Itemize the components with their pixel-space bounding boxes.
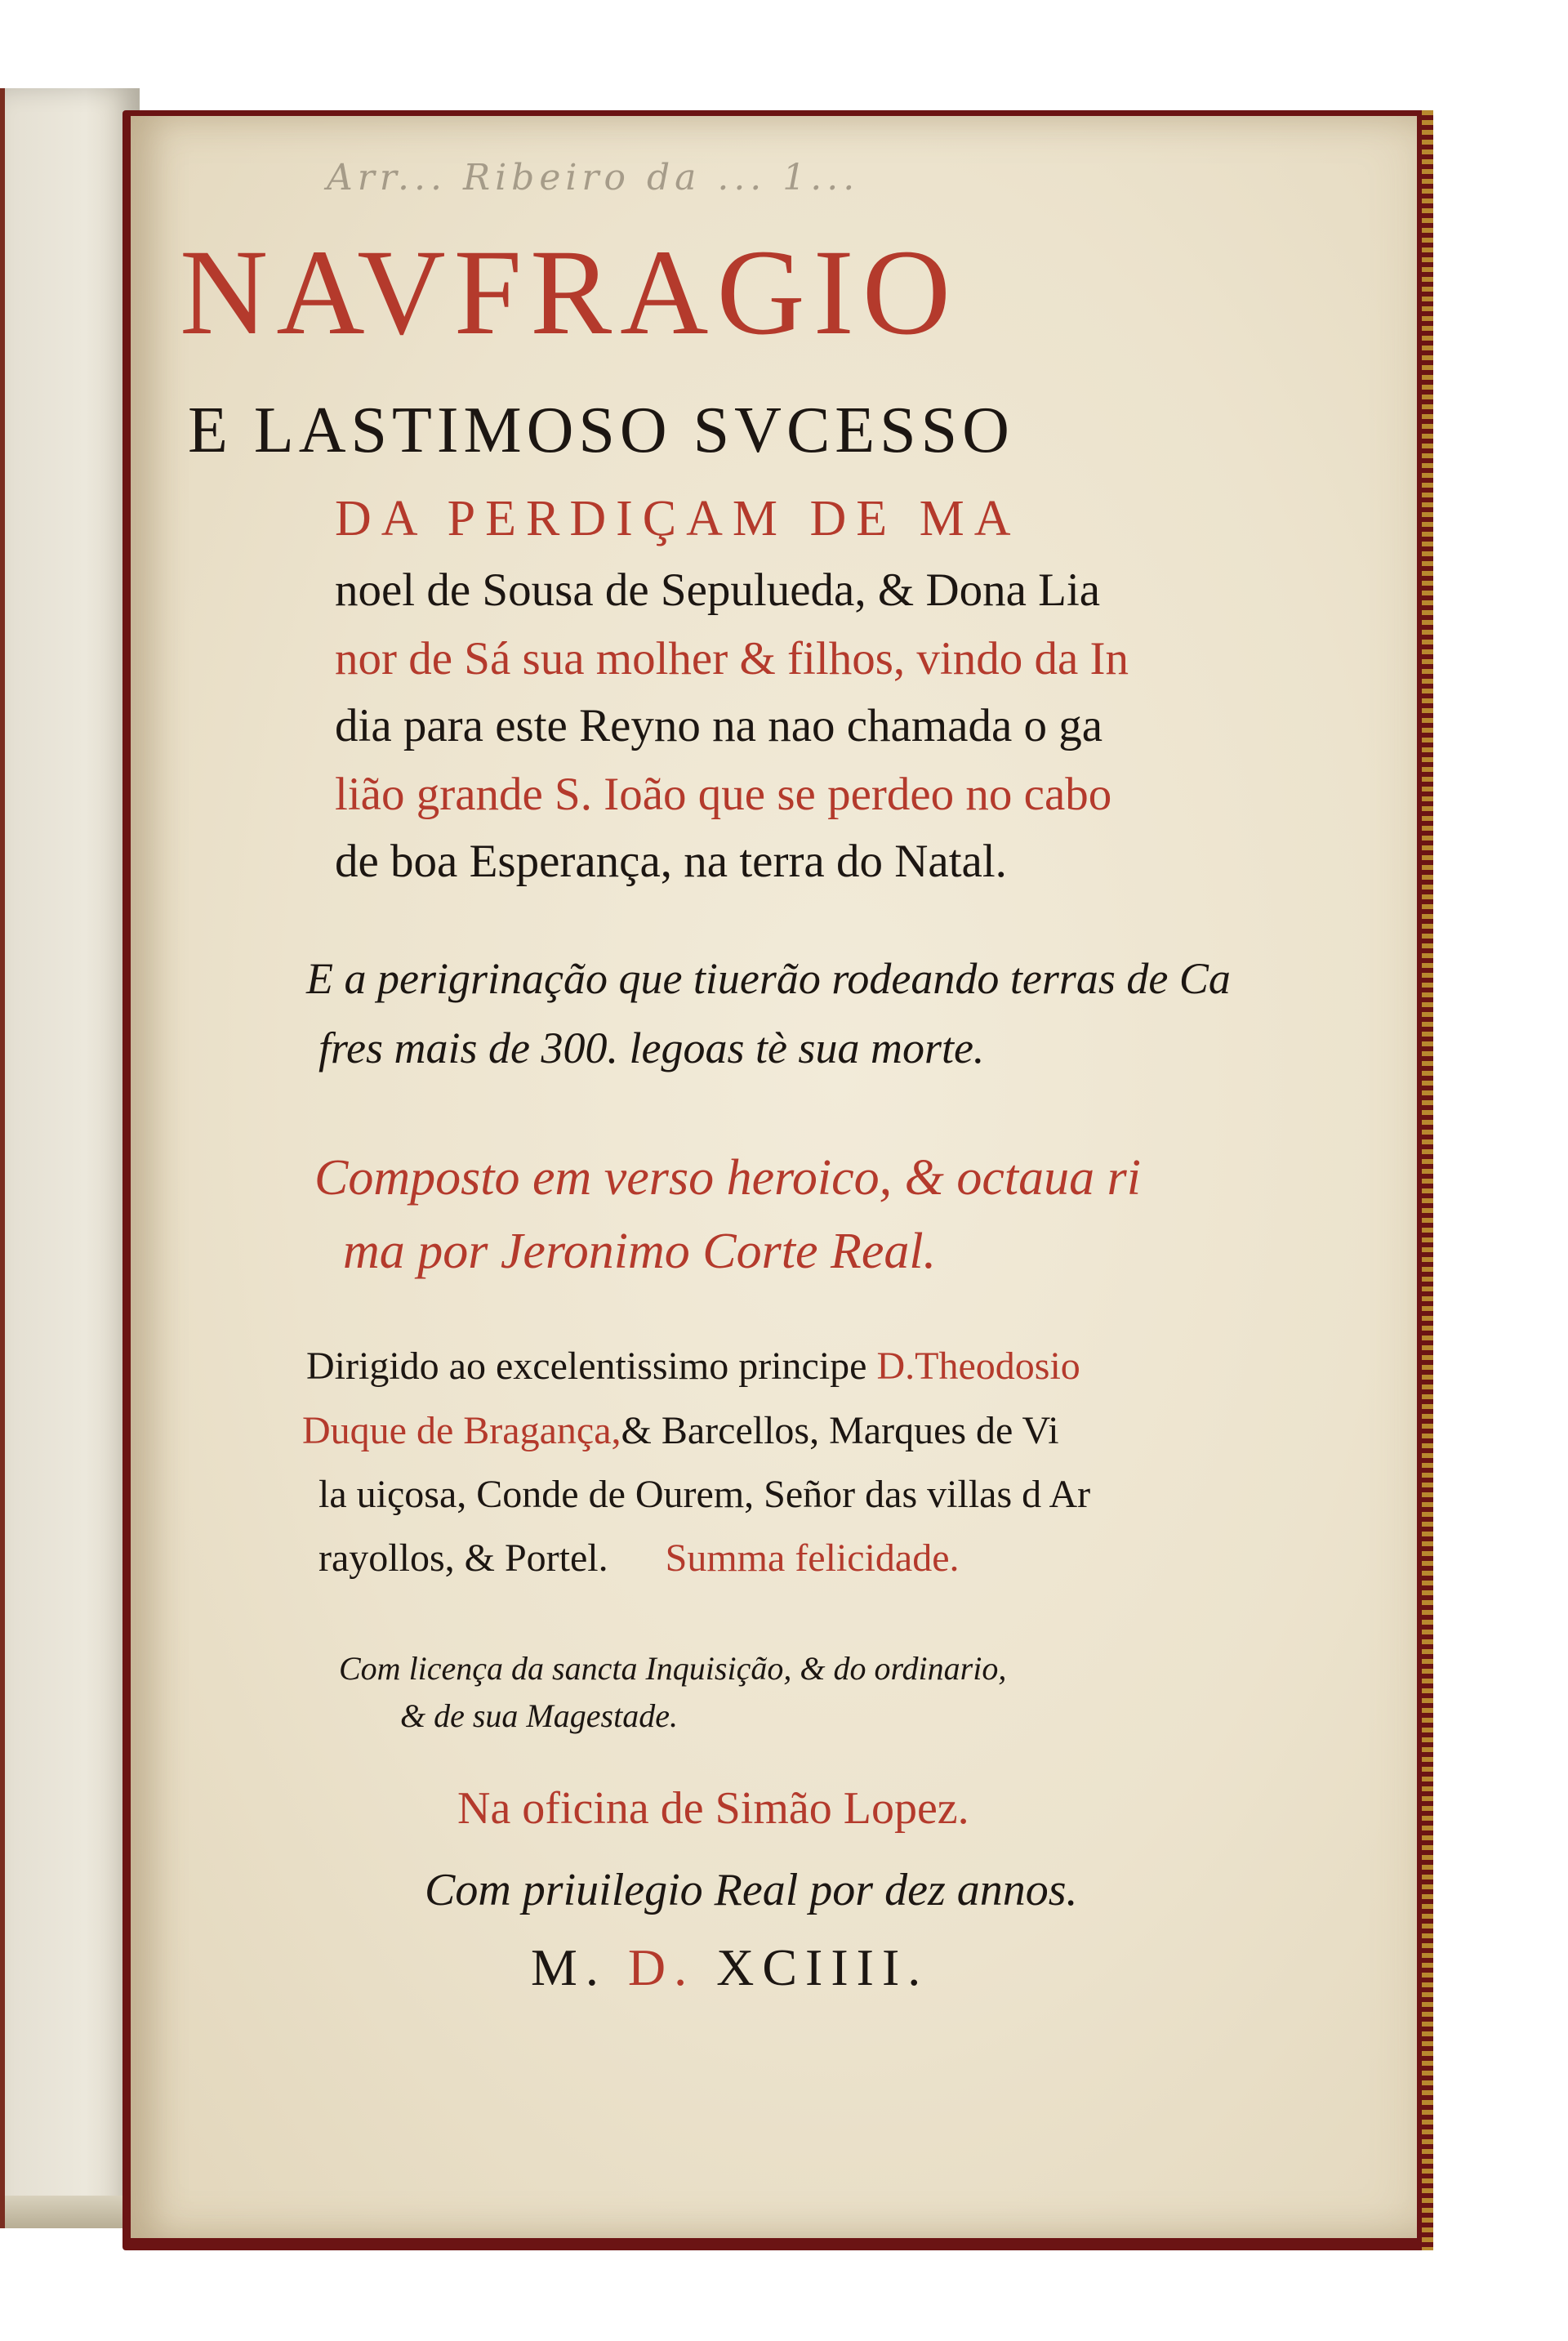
body-line: de boa Esperança, na terra do Natal. — [335, 836, 1007, 887]
book-subtitle: E LASTIMOSO SVCESSO — [188, 395, 1014, 466]
dedication-felicity: Summa felicidade. — [665, 1536, 960, 1580]
date-part: M. — [531, 1938, 628, 1996]
printer-imprint: Na oficina de Simão Lopez. — [457, 1783, 969, 1834]
dedication-name: D.Theodosio — [876, 1344, 1080, 1388]
imprint-date — [531, 1937, 1568, 1998]
peregrination-line: fres mais de 300. legoas tè sua morte. — [318, 1023, 985, 1072]
date-part: D. — [627, 1938, 717, 1996]
facing-endpaper — [0, 88, 140, 2228]
license-line: Com licença da sancta Inquisição, & do ordinario, — [339, 1650, 1007, 1687]
license-line: & de sua Magestade. — [400, 1697, 678, 1734]
date-part: XCIIII. — [716, 1938, 929, 1996]
dedication-title: Duque de Bragança, — [302, 1409, 621, 1452]
endpaper-edge — [5, 2196, 140, 2228]
dedication-text: Dirigido ao excelentissimo principe — [306, 1344, 877, 1388]
body-line: noel de Sousa de Sepulueda, & Dona Lia — [335, 564, 1101, 616]
privilege-line: Com priuilegio Real por dez annos. — [425, 1865, 1078, 1915]
book-title: NAVFRAGIO — [180, 225, 960, 360]
body-line: dia para este Reyno na nao chamada o ga — [335, 700, 1103, 751]
dedication-line — [302, 1408, 1568, 1453]
manuscript-annotation: Arr... Ribeiro da ... 1... — [327, 157, 860, 198]
dedication-line — [318, 1536, 1568, 1581]
peregrination-line: E a perigrinação que tiuerão rodeando terras de Ca — [306, 954, 1231, 1003]
dedication-line — [306, 1344, 1568, 1389]
composed-line: Composto em verso heroico, & octaua ri — [314, 1150, 1141, 1206]
title-page — [131, 116, 1417, 2238]
dedication-text: rayollos, & Portel. — [318, 1536, 608, 1580]
dedication-line: la uiçosa, Conde de Ourem, Señor das villas d Ar — [318, 1473, 1091, 1516]
body-line: nor de Sá sua molher & filhos, vindo da In — [335, 633, 1129, 684]
body-line: lião grande S. Ioão que se perdeo no cabo — [335, 769, 1112, 820]
dedication-text: & Barcellos, Marques de Vi — [621, 1409, 1059, 1452]
heading-da-perdicam: DA PERDIÇAM DE MA — [335, 491, 1021, 546]
composed-line: ma por Jeronimo Corte Real. — [343, 1224, 937, 1279]
